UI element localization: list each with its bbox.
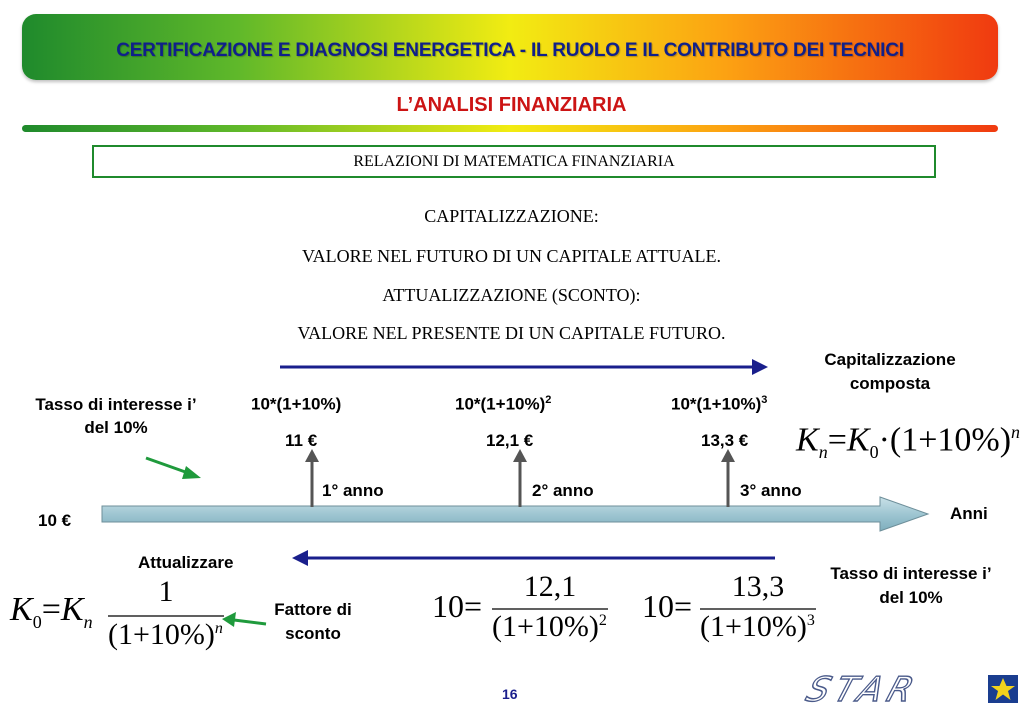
year-3-value: 13,3 € — [701, 431, 749, 450]
definition-attualizzazione-text: VALORE NEL PRESENTE DI UN CAPITALE FUTURO. — [297, 323, 726, 343]
capitalization-label: Capitalizzazione composta — [824, 350, 956, 393]
eu-flag-icon — [988, 675, 1018, 703]
discount-arrow — [292, 550, 775, 566]
example-2-numerator: 12,1 — [523, 570, 577, 603]
start-value: 10 € — [38, 511, 72, 530]
year-tick-3 — [721, 449, 735, 507]
example-3-numerator: 13,3 — [731, 570, 785, 603]
banner-title: CERTIFICAZIONE E DIAGNOSI ENERGETICA - IL RUOLO E IL CONTRIBUTO DEI TECNICI — [116, 40, 904, 61]
compound-capitalization-formula: $K_n=K_0\cdot(1+10\%)^n$ — [796, 421, 1021, 463]
definition-attualizzazione: ATTUALIZZAZIONE (SCONTO): — [382, 285, 641, 305]
timeline-axis — [102, 497, 928, 531]
definition-capitalizzazione-text: VALORE NEL FUTURO DI UN CAPITALE ATTUALE. — [301, 246, 722, 266]
discount-formula-denominator: $(1+10\%)^n$ — [108, 618, 223, 651]
rate-label-right: Tasso di interesse i’ del 10% — [830, 564, 992, 607]
example-3-lhs: 10= — [642, 588, 693, 624]
star-logo-text: STAR — [801, 670, 925, 710]
discount-formula-numerator: 1 — [158, 575, 174, 608]
year-1-label: 1° anno — [322, 481, 384, 500]
section-title: L’ANALISI FINANZIARIA — [396, 94, 627, 116]
discount-formula-lhs: $K_0=K_n$ — [10, 591, 93, 632]
definition-capitalizzazione: CAPITALIZZAZIONE: — [424, 206, 599, 226]
year-3-formula: $10*(1+10\%)^3$ — [671, 394, 768, 414]
year-tick-1 — [305, 449, 319, 507]
example-2-lhs: 10= — [432, 588, 483, 624]
discount-label: Attualizzare — [138, 553, 234, 572]
page-number: 16 — [502, 686, 518, 702]
discount-factor-label: Fattore di sconto — [274, 600, 352, 643]
axis-label: Anni — [950, 504, 988, 523]
year-1-formula: 10*(1+10%) — [251, 394, 342, 414]
example-2-denominator: $(1+10\%)^2$ — [492, 610, 607, 643]
year-2-value: 12,1 € — [486, 431, 534, 450]
relazioni-title: RELAZIONI DI MATEMATICA FINANZIARIA — [353, 153, 675, 170]
capitalization-arrow — [280, 359, 768, 375]
rate-label-left: Tasso di interesse i’ del 10% — [35, 395, 197, 437]
rate-pointer-arrow — [146, 458, 201, 479]
year-1-value: 11 € — [285, 431, 318, 450]
year-2-label: 2° anno — [532, 481, 594, 500]
example-3-denominator: $(1+10\%)^3$ — [700, 610, 815, 643]
year-tick-2 — [513, 449, 527, 507]
year-3-label: 3° anno — [740, 481, 802, 500]
year-2-formula: $10*(1+10\%)^2$ — [455, 394, 552, 414]
